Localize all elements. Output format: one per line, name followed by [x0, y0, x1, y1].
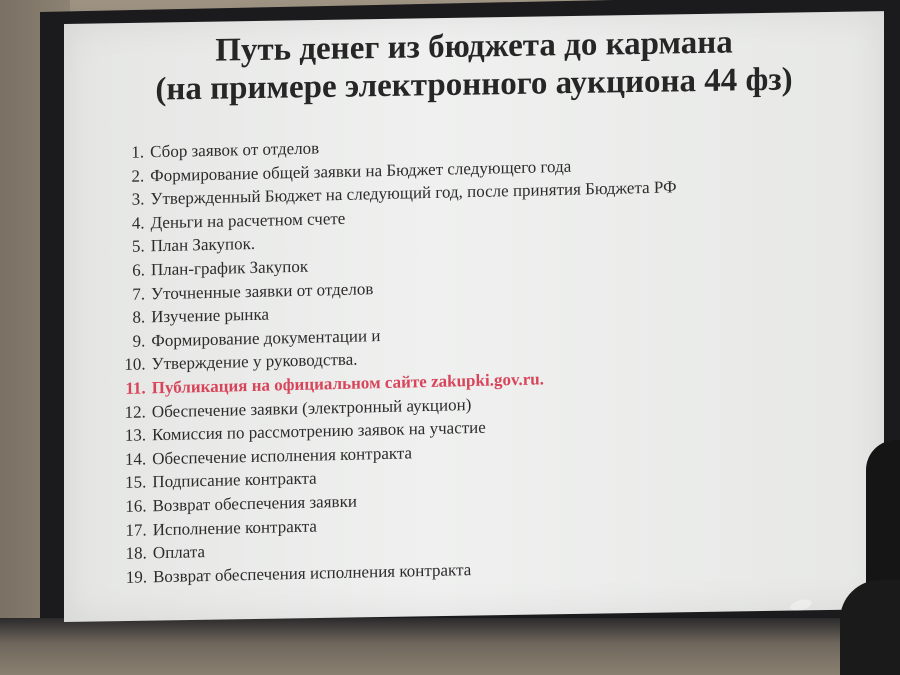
item-text: План Закупок. [150, 234, 256, 256]
item-text: Утверждение у руководства. [151, 349, 358, 374]
item-number: 8. [132, 307, 146, 327]
item-number: 9. [132, 331, 146, 351]
item-text: Подписание контракта [152, 468, 317, 492]
item-number: 5. [131, 236, 145, 257]
item-number: 12. [124, 401, 146, 422]
slide-title-line-2: (на примере электронного аукциона 44 фз) [155, 61, 793, 108]
item-text: Обеспечение заявки (электронный аукцион) [151, 394, 472, 421]
item-number: 7. [132, 283, 146, 304]
item-number: 11. [125, 378, 146, 398]
steps-list [100, 124, 863, 589]
item-text: Уточненные заявки от отделов [151, 278, 374, 303]
item-text: Исполнение контракта [152, 516, 317, 539]
item-text: Изучение рынка [151, 304, 270, 327]
item-text: План-график Закупок [150, 256, 309, 280]
item-text: Сбор заявок от отделов [150, 138, 320, 162]
item-number: 16. [125, 496, 147, 516]
presentation-slide [64, 11, 884, 622]
screen-bottom-edge [0, 618, 900, 675]
item-number: 3. [131, 189, 145, 209]
item-number: 2. [131, 166, 145, 186]
item-text: Комиссия по рассмотрению заявок на участие [151, 417, 486, 445]
item-text: Возврат обеспечения исполнения контракта [152, 559, 472, 586]
person-shoulder [840, 580, 900, 675]
item-number: 17. [125, 519, 147, 540]
slide-title [64, 21, 884, 110]
item-text: Оплата [152, 542, 206, 563]
item-text: Публикация на официальном сайте zakupki.gov.ru. [151, 369, 545, 398]
item-text: Обеспечение исполнения контракта [152, 443, 413, 468]
item-number: 15. [125, 472, 147, 493]
item-text: Формирование документации и [151, 325, 381, 351]
item-number: 4. [131, 213, 145, 233]
item-number: 10. [124, 354, 146, 375]
item-number: 13. [124, 425, 147, 446]
item-number: 1. [131, 142, 145, 162]
item-number: 18. [125, 543, 147, 563]
item-text: Утвержденный Бюджет на следующий год, после принятия Бюджета РФ [150, 177, 677, 209]
item-number: 14. [124, 449, 147, 469]
item-text: Деньги на расчетном счете [150, 208, 346, 233]
slide-title-line-1: Путь денег из бюджета до кармана [215, 24, 733, 69]
item-number: 19. [125, 567, 148, 587]
item-text: Формирование общей заявки на Бюджет следующего года [150, 156, 572, 185]
item-text: Возврат обеспечения заявки [152, 491, 357, 516]
item-number: 6. [132, 260, 145, 280]
